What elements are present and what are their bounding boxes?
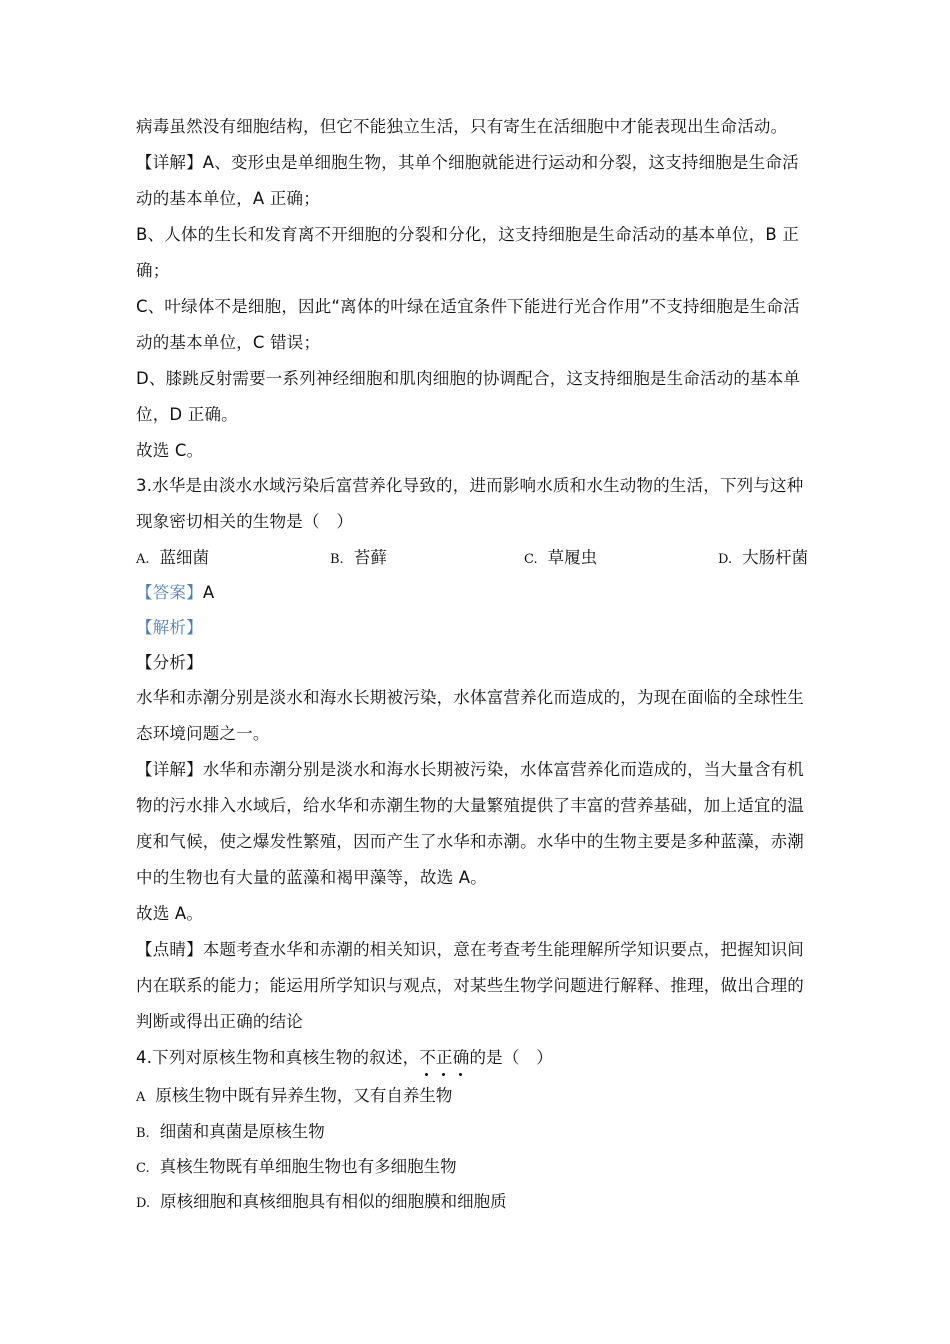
- paragraph-line: B、人体的生长和发育离不开细胞的分裂和分化，这支持细胞是生命活动的基本单位，B 正: [136, 225, 800, 244]
- q3-option-a: [136, 546, 209, 572]
- paragraph-line: C、叶绿体不是细胞，因此“离体的叶绿在适宜条件下能进行光合作用”不支持细胞是生命活: [136, 297, 800, 316]
- option-text: 真核生物既有单细胞生物也有多细胞生物: [159, 1157, 457, 1176]
- analysis-tag: 【解析】: [136, 618, 203, 637]
- option-text: 原核细胞和真核细胞具有相似的细胞膜和细胞质: [160, 1192, 507, 1211]
- paragraph-line: 动的基本单位，C 错误；: [136, 333, 321, 352]
- answer-line: [136, 581, 826, 605]
- option-text: 苔藓: [353, 548, 387, 567]
- option-text: 草履虫: [547, 548, 598, 567]
- emphasis-dot: [442, 1073, 445, 1076]
- paragraph-line: 判断或得出正确的结论: [136, 1012, 303, 1031]
- paragraph-line: 水华和赤潮分别是淡水和海水长期被污染，水体富营养化而造成的，为现在面临的全球性生: [136, 688, 804, 707]
- paragraph-line: 位，D 正确。: [136, 405, 238, 424]
- paragraph-line: 病毒虽然没有细胞结构，但它不能独立生活，只有寄生在活细胞中才能表现出生命活动。: [136, 117, 788, 136]
- q4-option-c: [136, 1155, 457, 1181]
- paragraph-line: 内在联系的能力；能运用所学知识与观点，对某些生物学问题进行解释、推理，做出合理的: [136, 976, 804, 995]
- paragraph-line: 【详解】水华和赤潮分别是淡水和海水长期被污染，水体富营养化而造成的，当大量含有机: [136, 760, 804, 779]
- q4-option-a: [136, 1084, 452, 1110]
- question-3-stem: 现象密切相关的生物是（ ）: [136, 512, 354, 531]
- q4-emphasis: 不正确: [419, 1046, 469, 1070]
- option-letter: D.: [136, 1196, 151, 1211]
- option-text: 大肠杆菌: [742, 548, 809, 567]
- answer-value: A: [202, 583, 215, 602]
- paragraph-line: D、膝跳反射需要一系列神经细胞和肌肉细胞的协调配合，这支持细胞是生命活动的基本单: [136, 369, 801, 388]
- question-3-stem: 3.水华是由淡水水域污染后富营养化导致的，进而影响水质和水生动物的生活，下列与这种: [136, 476, 804, 495]
- q4-option-d: [136, 1190, 507, 1216]
- q4-suffix: 的是（ ）: [469, 1048, 553, 1067]
- paragraph-line: 物的污水排入水域后，给水华和赤潮生物的大量繁殖提供了丰富的营养基础，加上适宜的温: [136, 796, 804, 815]
- option-text: 蓝细菌: [159, 548, 210, 567]
- paragraph-line: 中的生物也有大量的蓝藻和褐甲藻等，故选 A。: [136, 868, 487, 887]
- option-letter: A.: [136, 552, 150, 567]
- paragraph-line: 【详解】A、变形虫是单细胞生物，其单个细胞就能进行运动和分裂，这支持细胞是生命活: [136, 153, 799, 172]
- paragraph-line: 态环境问题之一。: [136, 724, 270, 743]
- paragraph-line: 故选 A。: [136, 904, 204, 923]
- option-letter: D.: [718, 552, 733, 567]
- option-text: 细菌和真菌是原核生物: [159, 1122, 325, 1141]
- emphasis-dot: [459, 1073, 462, 1076]
- option-letter: B.: [330, 552, 344, 567]
- option-text: 原核生物中既有异养生物，又有自养生物: [155, 1086, 453, 1105]
- q3-option-c: [524, 546, 597, 572]
- paragraph-line: 度和气候，使之爆发性繁殖，因而产生了水华和赤潮。水华中的生物主要是多种蓝藻，赤潮: [136, 832, 804, 851]
- q3-option-b: [330, 546, 387, 572]
- paragraph-line: 【点睛】本题考查水华和赤潮的相关知识，意在考查考生能理解所学知识要点，把握知识间: [136, 940, 804, 959]
- paragraph-line: 确；: [136, 261, 170, 280]
- paragraph-line: 故选 C。: [136, 441, 204, 460]
- question-4-stem: [136, 1046, 826, 1070]
- emphasis-dot: [425, 1073, 428, 1076]
- answer-tag: 【答案】: [136, 583, 203, 602]
- paragraph-line: 动的基本单位，A 正确；: [136, 189, 320, 208]
- option-letter: A: [136, 1090, 146, 1105]
- q3-option-d: [718, 546, 808, 572]
- q4-option-b: [136, 1120, 325, 1146]
- section-heading: 【分析】: [136, 653, 203, 672]
- q4-prefix: 4.下列对原核生物和真核生物的叙述，: [136, 1048, 420, 1067]
- option-letter: B.: [136, 1126, 150, 1141]
- option-letter: C.: [524, 552, 538, 567]
- option-letter: C.: [136, 1161, 150, 1176]
